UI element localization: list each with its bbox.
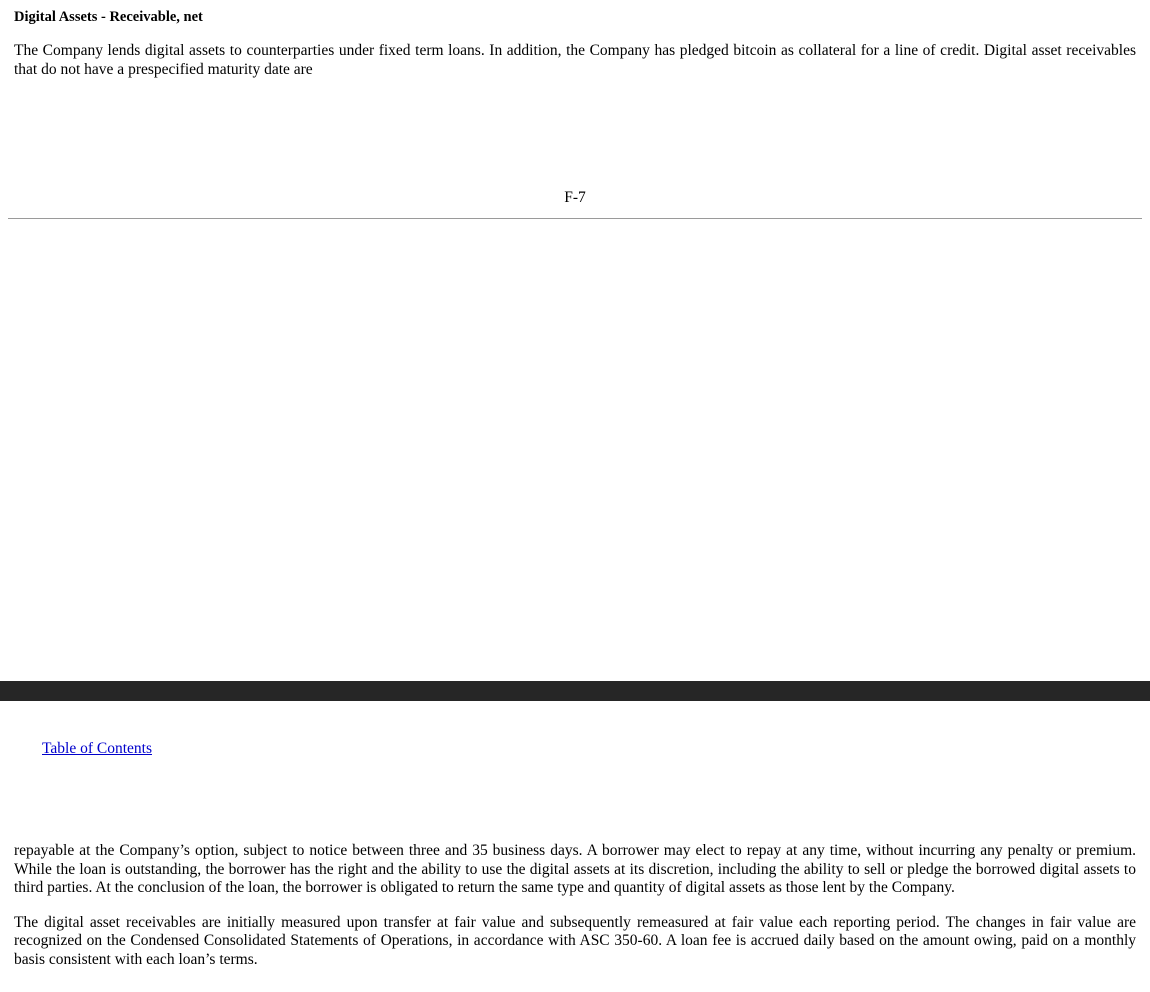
page-2-paragraph-2: The digital asset receivables are initially measured upon transfer at fair value and subsequently remeasured at fair value each reporting period. The changes in fair value are recognized on the Condensed Consolidated Statements of Operations, in accordance with ASC 350-60. A loan fee is accrued daily based on the amount owing, paid on a monthly basis consistent with each loan’s terms. [14, 913, 1136, 968]
table-of-contents-link-wrapper [8, 701, 1142, 758]
spacer [8, 758, 1142, 842]
page-break-separator [0, 681, 1150, 701]
page-footer-divider [8, 218, 1142, 219]
page-1-paragraph-1: The Company lends digital assets to counterparties under fixed term loans. In addition, the Company has pledged bitcoin as collateral for a line of credit. Digital asset receivables that do not have a prespecified maturity date are [14, 42, 1136, 78]
table-of-contents-link[interactable]: Table of Contents [42, 740, 152, 757]
page-number-label: F-7 [564, 189, 586, 206]
document-page-2 [0, 701, 1150, 992]
document-page-1 [0, 9, 1150, 681]
section-heading: Digital Assets - Receivable, net [14, 9, 203, 25]
document-body [0, 9, 1150, 992]
page-2-text-block [8, 842, 1142, 970]
page-2-paragraph-1: repayable at the Company’s option, subject to notice between three and 35 business days. A borrower may elect to repay at any time, without incurring any penalty or premium. While the loan is outstanding, the borrower has the right and the ability to use the digital assets at its discretion, including the ability to sell or pledge the borrowed digital assets to third parties. At the conclusion of the loan, the borrower is obligated to return the same type and quantity of digital assets as those lent by the Company. [14, 842, 1136, 897]
